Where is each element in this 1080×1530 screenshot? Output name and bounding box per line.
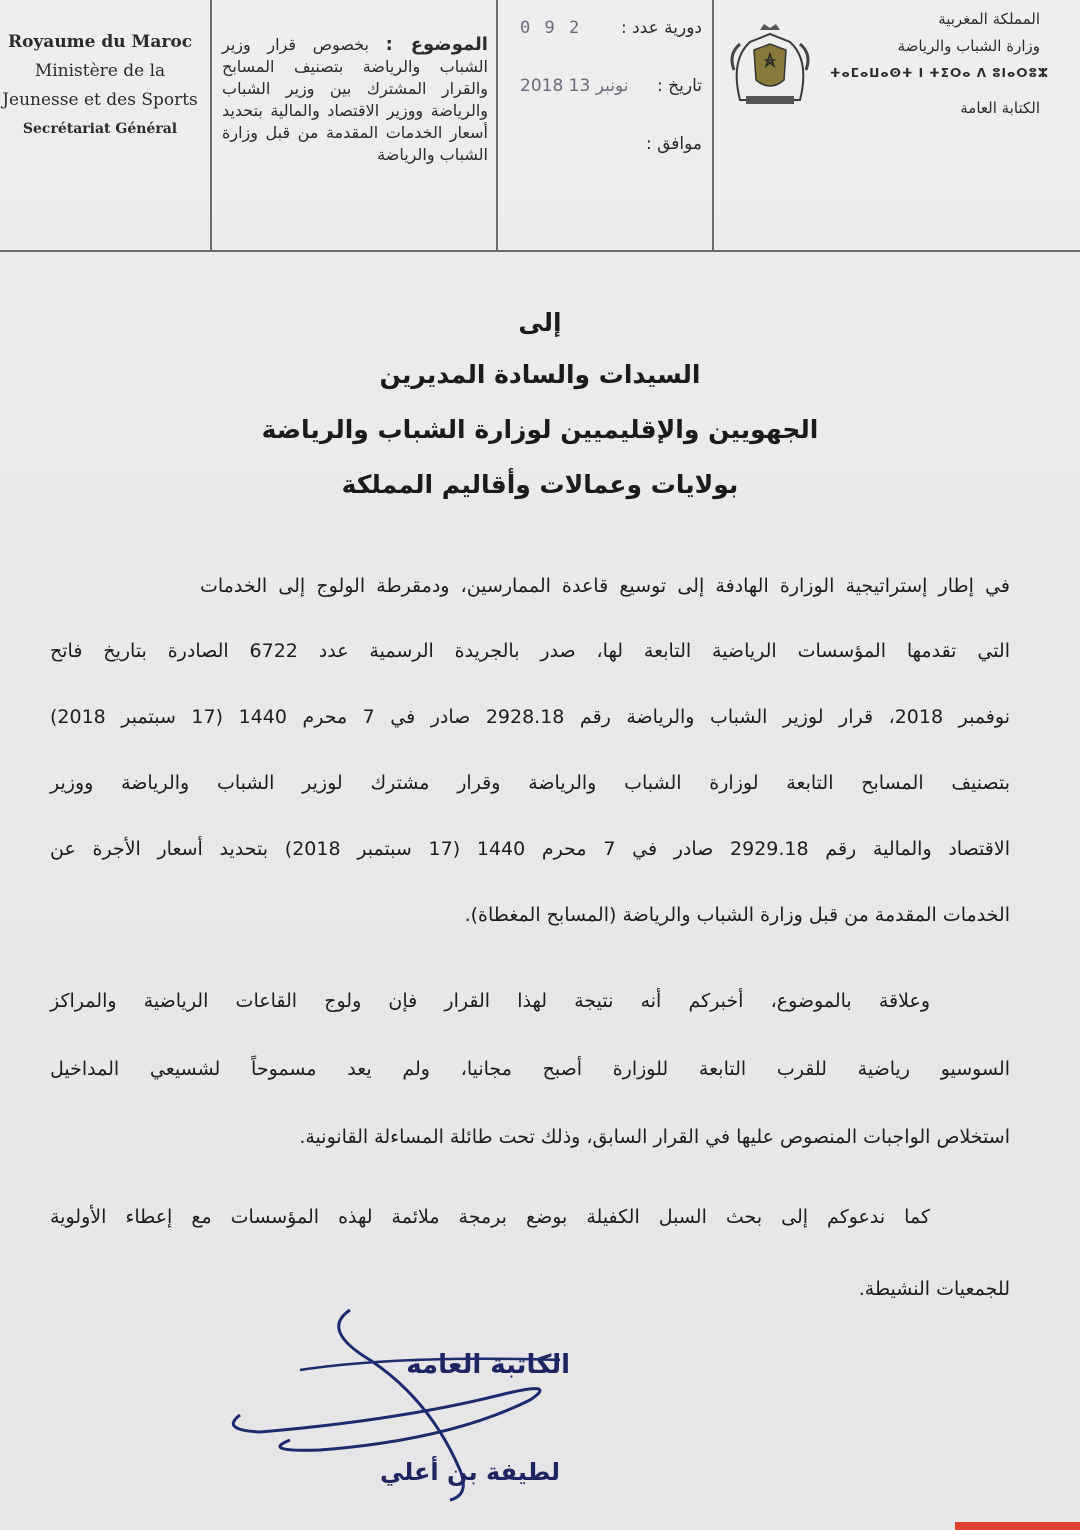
subject-label: الموضوع : <box>385 34 488 55</box>
body-line: للجمعيات النشيطة. <box>858 1278 1010 1300</box>
tifinagh-ministry: ⵜⴰⵎⴰⵡⴰⵙⵜ ⵏ ⵜⵉⵔⴰ ⴷ ⵓⵏⴰⵔⵓⵣ <box>830 66 1050 80</box>
body-line: الخدمات المقدمة من قبل وزارة الشباب والرياضة (المسابح المغطاة). <box>464 904 1010 926</box>
body-line: وعلاقة بالموضوع، أخبركم أنه نتيجة لهذا القرار فإن ولوج القاعات الرياضية والمراكز <box>50 990 930 1012</box>
fr-ministry-2: Jeunesse et des Sports <box>2 90 198 110</box>
signatory-name: لطيفة بن أعلي <box>379 1458 560 1486</box>
addressee-line-2: الجهويين والإقليميين لوزارة الشباب والرياضة <box>261 415 819 444</box>
subject-block <box>222 34 488 166</box>
ar-ministry: وزارة الشباب والرياضة <box>897 37 1040 55</box>
moroccan-coat-of-arms-icon <box>720 20 820 110</box>
header-divider <box>712 0 714 250</box>
body-line: التي تقدمها المؤسسات الرياضية التابعة لها، صدر بالجريدة الرسمية عدد 6722 الصادرة بتاريخ فاتح <box>50 640 1010 662</box>
date-value: 2018 نونبر 13 <box>520 76 629 96</box>
arabic-letterhead <box>830 6 1050 122</box>
body-line: كما ندعوكم إلى بحث السبل الكفيلة بوضع برمجة ملائمة لهذه المؤسسات مع إعطاء الأولوية <box>50 1206 930 1228</box>
french-letterhead <box>0 28 200 144</box>
body-line: بتصنيف المسابح التابعة لوزارة الشباب والرياضة وقرار مشترك لوزير الشباب والرياضة ووزير <box>50 772 1010 794</box>
fr-kingdom: Royaume du Maroc <box>7 32 193 52</box>
subject-text: بخصوص قرار وزير الشباب والرياضة بتصنيف المسابح والقرار المشترك بين وزير الشباب والرياضة ووزير الاقتصاد والمالية بتحديد أسعار الخدمات المقدمة من قبل وزارة الشباب والرياضة <box>222 35 488 164</box>
ar-kingdom: المملكة المغربية <box>938 10 1040 28</box>
header-bottom-rule <box>0 250 1080 252</box>
header-divider <box>496 0 498 250</box>
body-line: استخلاص الواجبات المنصوص عليها في القرار السابق، وذلك تحت طائلة المساءلة القانونية. <box>299 1126 1010 1148</box>
signatory-title: الكاتبة العامة <box>406 1350 570 1380</box>
corner-mark <box>955 1522 1080 1530</box>
body-line: الاقتصاد والمالية رقم 2929.18 صادر في 7 محرم 1440 (17 سبتمبر 2018) بتحديد أسعار الأجرة عن <box>50 838 1010 860</box>
reference-block <box>500 18 710 192</box>
approval-label: موافق : <box>645 134 702 154</box>
fr-secretariat: Secrétariat Général <box>22 121 178 137</box>
ar-secretariat: الكتابة العامة <box>960 99 1040 117</box>
addressee-line-3: بولايات وعمالات وأقاليم المملكة <box>341 470 739 499</box>
letterhead <box>0 0 1080 252</box>
date-label: تاريخ : <box>657 76 702 96</box>
fr-ministry: Ministère de la <box>34 61 166 81</box>
circular-number: 0 9 2 <box>520 18 582 38</box>
addressee-to: إلى <box>518 308 562 337</box>
circular-label: دورية عدد : <box>620 18 702 38</box>
body-line: في إطار إستراتيجية الوزارة الهادفة إلى توسيع قاعدة الممارسين، ودمقرطة الولوج إلى الخدمات <box>200 575 1010 597</box>
addressee-line-1: السيدات والسادة المديرين <box>379 360 701 389</box>
header-divider <box>210 0 212 250</box>
body-line: نوفمبر 2018، قرار لوزير الشباب والرياضة رقم 2928.18 صادر في 7 محرم 1440 (17 سبتمبر 2018) <box>50 706 1010 728</box>
body-line: السوسيو رياضية للقرب التابعة للوزارة أصبح مجانيا، ولم يعد مسموحاً لشسيعي المداخيل <box>50 1058 1010 1080</box>
